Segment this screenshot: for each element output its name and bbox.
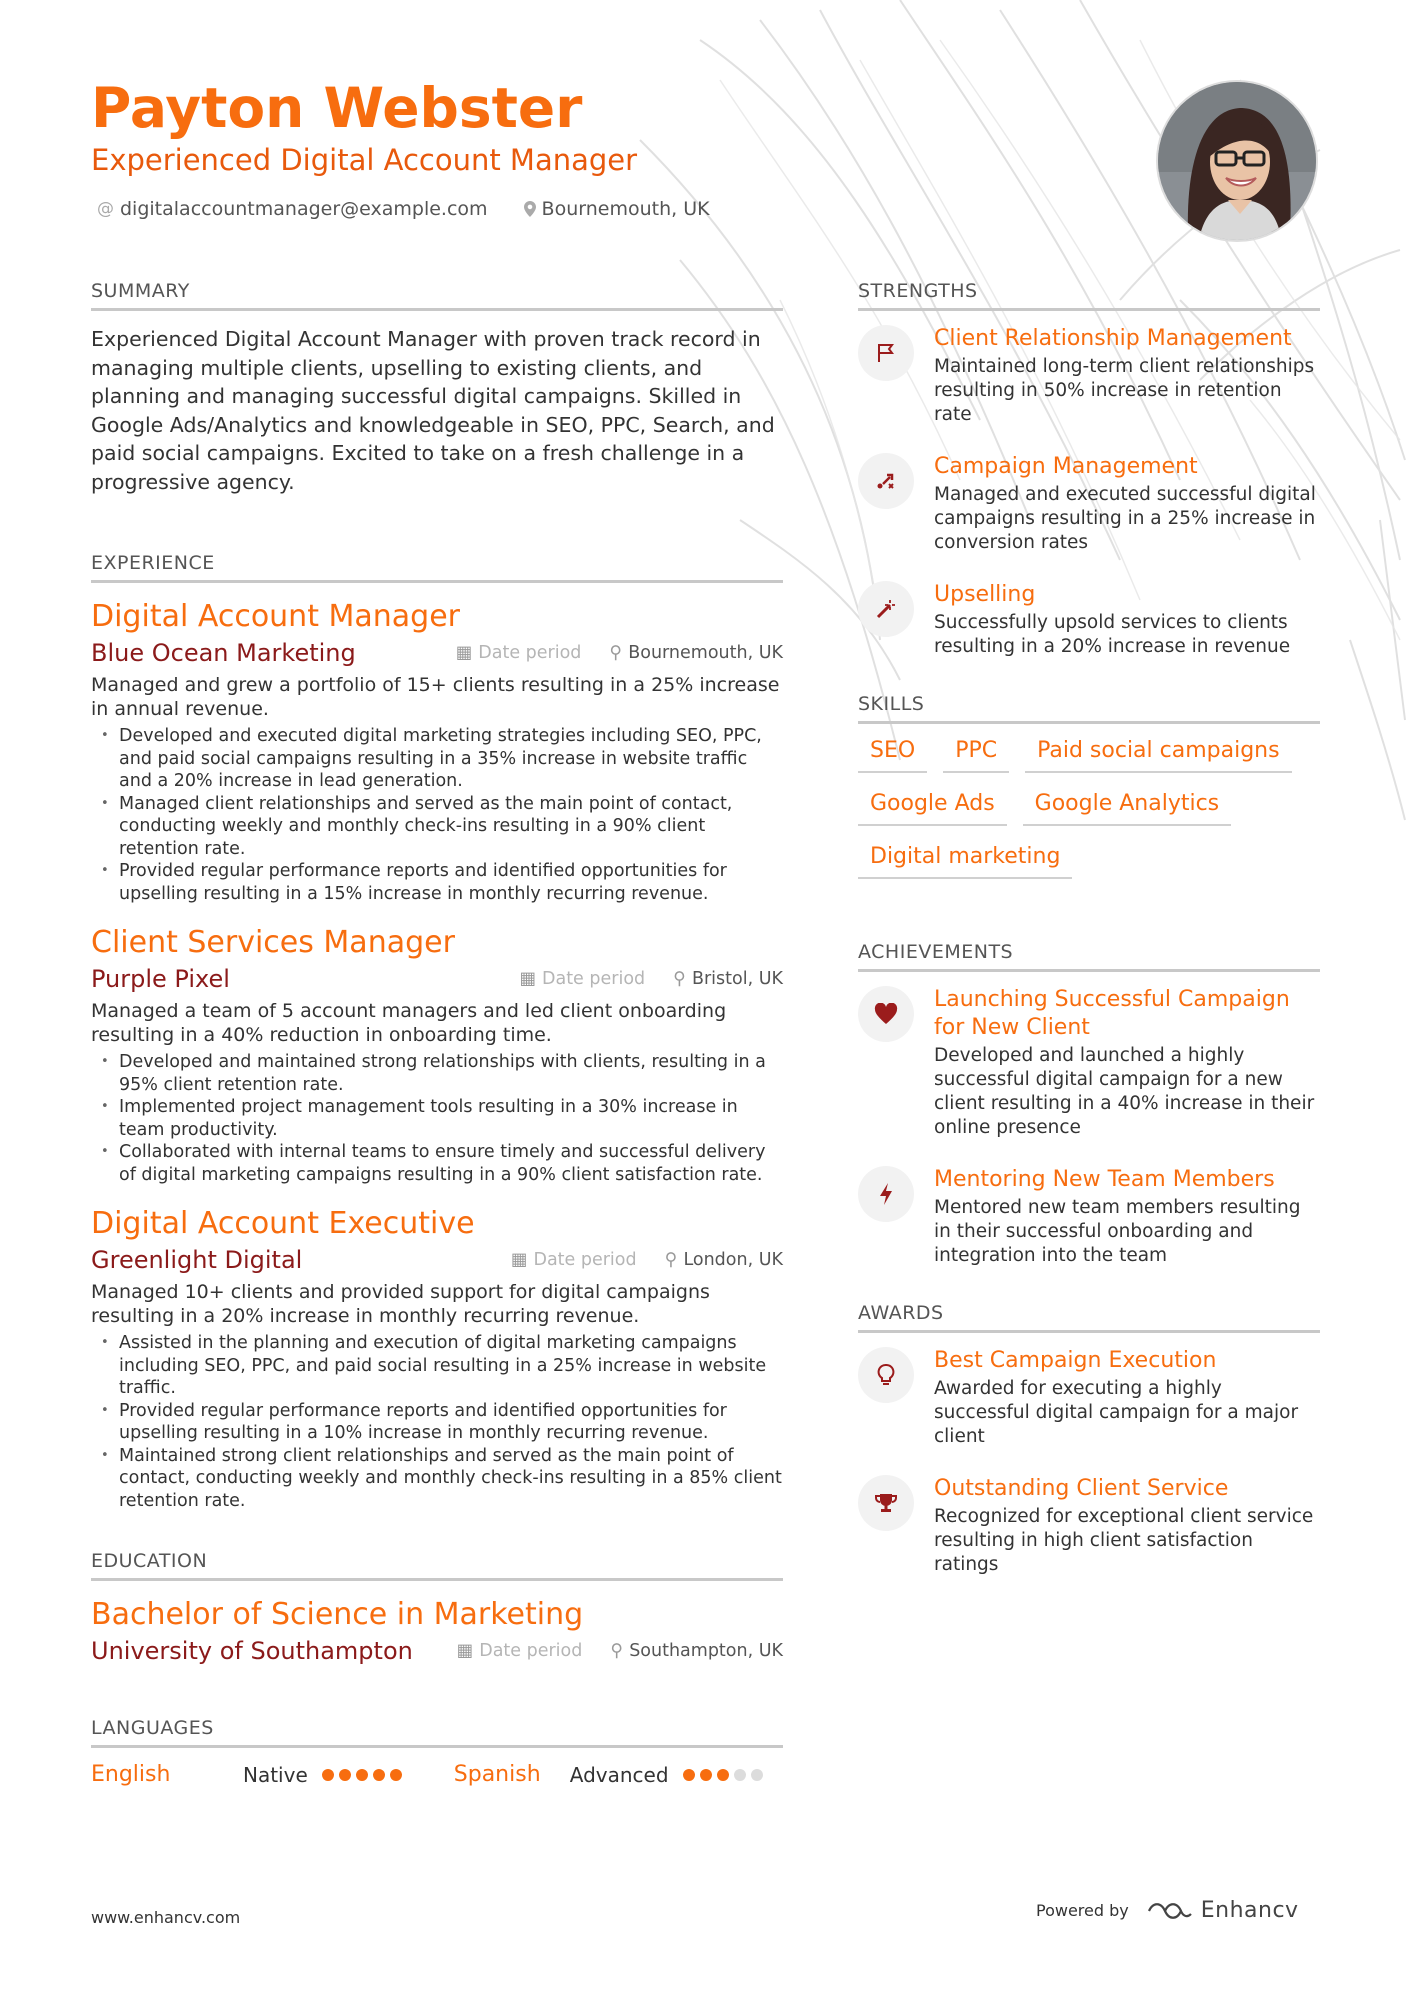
footer-powered — [1036, 1898, 1299, 1923]
rating-dot — [322, 1769, 334, 1781]
achievement-desc: Developed and launched a highly successful digital campaign for a new client resulting in a 40% increase in their online presence — [934, 1045, 1315, 1138]
calendar-icon: ▦ — [456, 1641, 474, 1661]
company-name: Purple Pixel — [91, 965, 230, 993]
skill-tag: Google Ads — [858, 791, 1007, 826]
location-pin-icon: ⚲ — [673, 969, 686, 989]
company-name: Greenlight Digital — [91, 1246, 303, 1274]
brand-logo[interactable] — [1147, 1898, 1299, 1923]
skill-tag: Google Analytics — [1023, 791, 1231, 826]
date-period: ▦ Date period — [519, 969, 646, 989]
experience-section — [91, 552, 783, 1512]
candidate-title: Experienced Digital Account Manager — [91, 143, 638, 177]
strength-title: Client Relationship Management — [934, 326, 1292, 351]
location-pin-icon: ⚲ — [610, 1641, 624, 1661]
awards-heading: AWARDS — [858, 1302, 1320, 1333]
education-location: ⚲ Southampton, UK — [610, 1641, 783, 1661]
location-contact — [524, 198, 710, 220]
degree-title: Bachelor of Science in Marketing — [91, 1597, 584, 1632]
award-desc: Recognized for exceptional client service resulting in high client satisfaction ratings — [934, 1506, 1314, 1575]
achievements-heading: ACHIEVEMENTS — [858, 941, 1320, 972]
flag-icon — [858, 325, 914, 381]
contact-row — [97, 198, 710, 220]
date-period: ▦ Date period — [456, 1641, 583, 1661]
job-bullet: • Developed and executed digital marketing strategies including SEO, PPC, and paid social campaigns resulting in a 35% increase in website traffic and a 20% increase in lead generation. — [101, 725, 783, 793]
rating-dot — [339, 1769, 351, 1781]
school-name: University of Southampton — [91, 1637, 413, 1665]
education-meta — [457, 1641, 783, 1661]
achievement-desc: Mentored new team members resulting in their successful onboarding and integration into the team — [934, 1197, 1301, 1266]
calendar-icon: ▦ — [455, 643, 473, 663]
left-column — [91, 280, 783, 1787]
language-name: English — [91, 1762, 171, 1787]
job-location: ⚲ Bournemouth, UK — [609, 643, 783, 663]
footer-website[interactable]: www.enhancv.com — [91, 1908, 241, 1927]
job-location: ⚲ Bristol, UK — [673, 969, 783, 989]
summary-heading: SUMMARY — [91, 280, 783, 311]
achievement-title: Launching Successful Campaign for New Client — [934, 987, 1290, 1040]
language-name: Spanish — [453, 1762, 541, 1787]
location-text: Bournemouth, UK — [541, 198, 710, 220]
lightbulb-icon — [858, 1347, 914, 1403]
candidate-name: Payton Webster — [91, 76, 583, 140]
location-pin-icon — [524, 201, 536, 217]
job-bullet: • Provided regular performance reports and identified opportunities for upselling resulting in a 15% increase in monthly recurring revenue. — [101, 860, 783, 905]
location-pin-icon: ⚲ — [609, 643, 623, 663]
skills-list — [858, 738, 1320, 879]
company-name: Blue Ocean Marketing — [91, 639, 356, 667]
job-bullet: • Assisted in the planning and execution of digital marketing campaigns including SEO, PPC, and paid social resulting in a 25% increase in website traffic. — [101, 1332, 783, 1400]
language-rating — [322, 1769, 402, 1781]
experience-heading: EXPERIENCE — [91, 552, 783, 583]
job-role: Digital Account Manager — [91, 599, 460, 634]
rating-dot — [356, 1769, 368, 1781]
job-meta — [456, 643, 783, 663]
job-meta — [511, 1250, 783, 1270]
achievement-item — [858, 1166, 1320, 1268]
languages-section — [91, 1717, 783, 1787]
job-bullet: • Collaborated with internal teams to ensure timely and successful delivery of digital marketing campaigns resulting in a 90% client satisfaction rate. — [101, 1141, 783, 1186]
summary-section — [91, 280, 783, 496]
avatar — [1158, 82, 1318, 242]
awards-section — [858, 1302, 1320, 1577]
rating-dot — [751, 1769, 763, 1781]
award-title: Outstanding Client Service — [934, 1476, 1229, 1501]
heart-icon — [858, 986, 914, 1042]
job-meta-row — [91, 965, 783, 993]
enhancv-logo-icon — [1147, 1900, 1193, 1922]
job-bullet: • Managed client relationships and served as the main point of contact, conducting weekly and monthly check-ins resulting in a 90% client retention rate. — [101, 793, 783, 861]
magic-wand-icon — [858, 581, 914, 637]
award-item — [858, 1347, 1320, 1449]
skill-tag: SEO — [858, 738, 927, 773]
skills-heading: SKILLS — [858, 693, 1320, 724]
strength-title: Upselling — [934, 582, 1036, 607]
achievements-section — [858, 941, 1320, 1268]
education-meta-row — [91, 1637, 783, 1665]
job-bullet: • Maintained strong client relationships and served as the main point of contact, conducting weekly and monthly check-ins resulting in a 85% client retention rate. — [101, 1445, 783, 1513]
strength-title: Campaign Management — [934, 454, 1198, 479]
calendar-icon: ▦ — [510, 1250, 528, 1270]
rating-dot — [700, 1769, 712, 1781]
languages-row — [91, 1762, 783, 1787]
strength-item — [858, 453, 1320, 555]
strength-desc: Successfully upsold services to clients resulting in a 20% increase in revenue — [934, 612, 1291, 657]
award-desc: Awarded for executing a highly successful digital campaign for a major client — [934, 1378, 1299, 1447]
strategy-icon — [858, 453, 914, 509]
job-role: Client Services Manager — [91, 925, 455, 960]
strengths-heading: STRENGTHS — [858, 280, 1320, 311]
lightning-icon — [858, 1166, 914, 1222]
strength-desc: Managed and executed successful digital campaigns resulting in a 25% increase in conversion rates — [934, 484, 1316, 553]
profile-photo — [1156, 80, 1318, 242]
experience-item — [91, 1204, 783, 1512]
date-period: ▦ Date period — [510, 1250, 637, 1270]
language-level: Advanced — [569, 1762, 669, 1787]
achievement-item — [858, 986, 1320, 1140]
job-role: Digital Account Executive — [91, 1206, 475, 1241]
job-bullets — [91, 1051, 783, 1186]
skill-tag: PPC — [943, 738, 1009, 773]
job-description: Managed 10+ clients and provided support for digital campaigns resulting in a 20% increase in monthly recurring revenue. — [91, 1281, 710, 1327]
job-bullet: • Provided regular performance reports and identified opportunities for upselling resulting in a 10% increase in monthly recurring revenue. — [101, 1400, 783, 1445]
trophy-icon — [858, 1475, 914, 1531]
experience-item — [91, 597, 783, 905]
strengths-section — [858, 280, 1320, 659]
job-description: Managed and grew a portfolio of 15+ clients resulting in a 25% increase in annual revenue. — [91, 674, 780, 720]
skill-tag: Digital marketing — [858, 844, 1072, 879]
rating-dot — [734, 1769, 746, 1781]
job-meta — [519, 969, 783, 989]
job-bullets — [91, 1332, 783, 1512]
summary-text: Experienced Digital Account Manager with proven track record in managing multiple clients, upselling to existing clients, and planning and managing successful digital campaigns. Skilled in Google Ads/Analytics and knowledgeable in SEO, PPC, Search, and paid social campaigns. Excited to take on a fresh challenge in a progressive agency. — [91, 327, 775, 494]
date-period: ▦ Date period — [455, 643, 582, 663]
job-bullet: • Developed and maintained strong relationships with clients, resulting in a 95% client retention rate. — [101, 1051, 783, 1096]
achievement-title: Mentoring New Team Members — [934, 1167, 1275, 1192]
skills-section — [858, 693, 1320, 879]
powered-by-text: Powered by — [1036, 1901, 1129, 1920]
job-bullet: • Implemented project management tools resulting in a 30% increase in team productivity. — [101, 1096, 783, 1141]
language-level: Native — [243, 1762, 308, 1787]
at-icon: @ — [97, 199, 114, 219]
strength-item — [858, 325, 1320, 427]
award-item — [858, 1475, 1320, 1577]
strength-desc: Maintained long-term client relationships resulting in 50% increase in retention rate — [934, 356, 1315, 425]
rating-dot — [390, 1769, 402, 1781]
strength-item — [858, 581, 1320, 659]
job-meta-row — [91, 639, 783, 667]
language-rating — [683, 1769, 763, 1781]
job-description: Managed a team of 5 account managers and led client onboarding resulting in a 40% reduction in onboarding time. — [91, 1000, 727, 1046]
job-meta-row — [91, 1246, 783, 1274]
email-text: digitalaccountmanager@example.com — [120, 198, 488, 220]
languages-heading: LANGUAGES — [91, 1717, 783, 1748]
skill-tag: Paid social campaigns — [1025, 738, 1291, 773]
experience-item — [91, 923, 783, 1186]
location-pin-icon: ⚲ — [664, 1250, 678, 1270]
award-title: Best Campaign Execution — [934, 1348, 1217, 1373]
education-section — [91, 1550, 783, 1665]
rating-dot — [683, 1769, 695, 1781]
brand-name: Enhancv — [1200, 1898, 1299, 1923]
job-location: ⚲ London, UK — [664, 1250, 783, 1270]
education-heading: EDUCATION — [91, 1550, 783, 1581]
rating-dot — [373, 1769, 385, 1781]
rating-dot — [717, 1769, 729, 1781]
right-column — [858, 280, 1320, 1603]
job-bullets — [91, 725, 783, 905]
email-contact[interactable] — [97, 198, 488, 220]
calendar-icon: ▦ — [519, 969, 536, 989]
